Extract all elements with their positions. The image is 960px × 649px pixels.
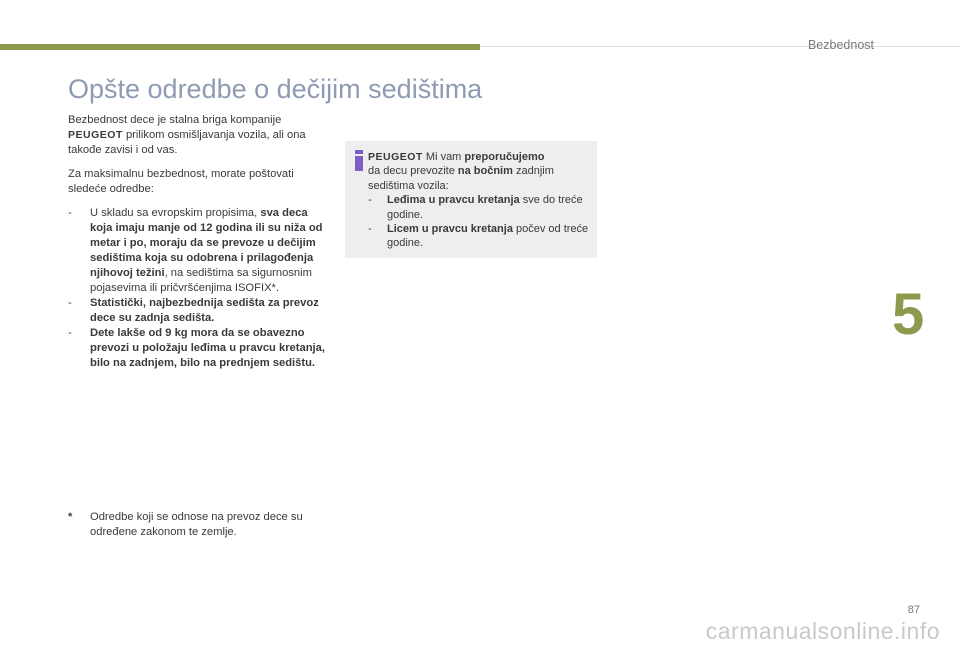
info-icon [355, 150, 364, 172]
info-text-run: zadnjim sedištima vozila: [368, 165, 554, 192]
section-label: Bezbednost [807, 38, 874, 52]
footnote-marker: * [68, 511, 73, 523]
intro-line-2: prilikom osmišljavanja vozila, ali ona takođe zavisi i od vas. [68, 129, 306, 156]
intro-paragraph [68, 113, 330, 167]
info-list [368, 193, 590, 251]
info-emphasis: Leđima u pravcu kretanja [387, 194, 520, 207]
header-divider [480, 46, 960, 47]
page-title: Opšte odredbe o dečijim sedištima [68, 74, 483, 104]
header-accent-bar [0, 44, 480, 50]
info-text-run: počev od treće godine. [387, 223, 589, 250]
rule-emphasis: Dete lakše od 9 kg mora da se obavezno prevozi u položaju leđima u pravcu kretanja, bilo na zadnjem, bilo na prednjem sedištu. [90, 327, 325, 369]
rules-section [68, 167, 330, 371]
info-text [368, 150, 590, 251]
info-text-run: da decu prevozite [368, 165, 458, 178]
footnote-text: Odredbe koji se odnose na prevoz dece su određene zakonom te zemlje. [90, 511, 303, 538]
brand-name: PEUGEOT [68, 129, 123, 141]
rules-lead: Za maksimalnu bezbednost, morate poštovati sledeće odredbe: [68, 168, 294, 195]
chapter-number: 5 [892, 282, 925, 347]
page-number: 87 [907, 604, 920, 616]
rule-emphasis: Statistički, najbezbednija sedišta za prevoz dece su zadnja sedišta. [90, 297, 319, 324]
info-text-run: sve do treće godine. [387, 194, 583, 221]
info-emphasis: na bočnim [457, 165, 513, 178]
list-dash: - [368, 223, 372, 236]
list-dash: - [68, 207, 72, 219]
list-item [68, 326, 330, 371]
list-item [368, 193, 590, 222]
footnote [68, 510, 330, 540]
list-item [368, 222, 590, 251]
info-emphasis: preporučujemo [464, 151, 545, 163]
list-dash: - [368, 194, 372, 207]
info-emphasis: Licem u pravcu kretanja [387, 223, 513, 236]
list-dash: - [68, 297, 72, 309]
rule-text: U skladu sa evropskim propisima, [90, 207, 261, 219]
brand-name: PEUGEOT [368, 151, 423, 163]
list-item [68, 206, 330, 296]
list-dash: - [68, 327, 72, 339]
info-text-run: Mi vam [422, 151, 465, 163]
list-item [68, 296, 330, 326]
rule-emphasis: sva deca koja imaju manje od 12 godina ili su niža od metar i po, moraju da se prevoze u dečijim sedištima koja su odobrena i prilagođenja njihovoj težini [90, 207, 323, 279]
rules-list [68, 206, 330, 371]
rule-text: , na sedištima sa sigurnosnim pojasevima ili pričvršćenjima ISOFIX*. [90, 267, 312, 294]
intro-line-1: Bezbednost dece je stalna briga kompanije [68, 114, 282, 126]
watermark: carmanualsonline.info [705, 618, 940, 644]
info-box [345, 141, 597, 258]
